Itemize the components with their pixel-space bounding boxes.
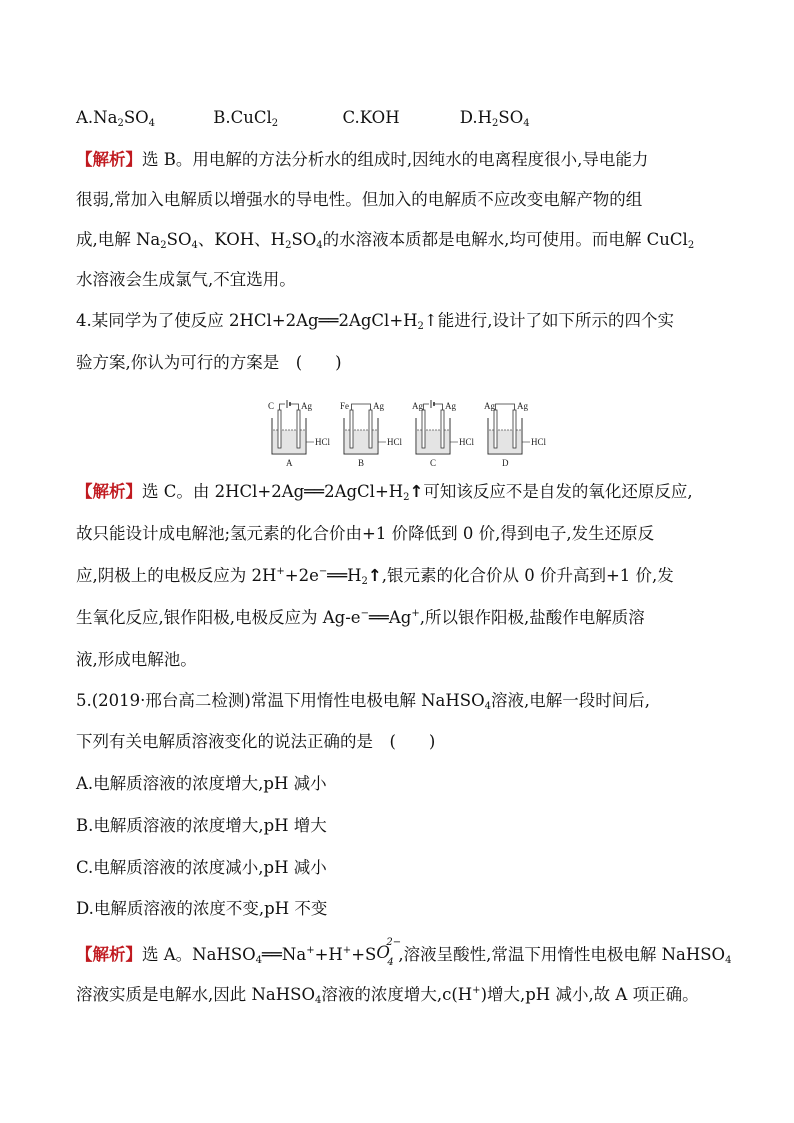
cell-a xyxy=(268,400,331,468)
left-electrode xyxy=(422,410,425,448)
q5-analysis-line-2: 溶液实质是电解水,因此 NaHSO$_4$溶液的浓度增大,c(H+)增大,pH 减小,故 A 项正确。 xyxy=(76,985,699,1006)
cell-b xyxy=(340,401,403,468)
q5-question-line-1: 5.(2019·邢台高二检测)常温下用惰性电极电解 NaHSO$_4$溶液,电解一段时间后, xyxy=(76,691,650,712)
q5-option-c: C.电解质溶液的浓度减小,pH 减小 xyxy=(76,858,327,877)
cell-letter: C xyxy=(430,458,437,468)
q5-option-a: A.电解质溶液的浓度增大,pH 减小 xyxy=(76,774,327,793)
q4-analysis-line-5: 液,形成电解池。 xyxy=(76,650,197,669)
right-electrode-label: Ag xyxy=(517,401,528,411)
q4-analysis-line-1: 【解析】选 C。由 $2HCl+2Ag══2AgCl+H_2↑$可知该反应不是自发的氧化还原反应, xyxy=(76,482,693,503)
right-electrode-label: Ag xyxy=(301,401,312,411)
q3-options xyxy=(76,107,530,129)
q3-option-d: $D.H_2SO_4$ xyxy=(459,108,530,129)
q3-analysis-line-3: 成,电解 $Na_2SO_4$、KOH、$H_2SO_4$的水溶液本质都是电解水,均可使用。而电解 CuCl$_2$ xyxy=(76,230,695,251)
wire xyxy=(352,404,371,410)
right-electrode-label: Ag xyxy=(445,401,456,411)
left-electrode xyxy=(494,410,497,448)
q4-analysis-line-4: 生氧化反应,银作阳极,电极反应为 Ag-e−══Ag+,所以银作阳极,盐酸作电解质溶 xyxy=(76,608,645,627)
q3-analysis-line-4: 水溶液会生成氯气,不宜选用。 xyxy=(76,270,296,289)
q5-option-d: D.电解质溶液的浓度不变,pH 不变 xyxy=(76,899,328,918)
cell-letter: A xyxy=(286,458,293,468)
q3-analysis-line-2: 很弱,常加入电解质以增强水的导电性。但加入的电解质不应改变电解产物的组 xyxy=(76,190,643,209)
right-electrode xyxy=(369,410,372,448)
wire xyxy=(496,404,515,410)
cell-letter: D xyxy=(502,458,509,468)
q3-option-b: B.CuCl$_2$ xyxy=(213,108,279,129)
q3-analysis-line-1: 【解析】选 B。用电解的方法分析水的组成时,因纯水的电离程度很小,导电能力 xyxy=(76,150,649,169)
q4-analysis-line-2: 故只能设计成电解池;氢元素的化合价由+1 价降低到 0 价,得到电子,发生还原反 xyxy=(76,524,655,543)
right-electrode xyxy=(297,410,300,448)
left-electrode-label: C xyxy=(268,401,275,411)
q5-option-b: B.电解质溶液的浓度增大,pH 增大 xyxy=(76,816,327,835)
q5-analysis-line-1: 【解析】选 A。NaHSO$_4$══Na++H++S O 4 2− ,溶液呈酸性,常温下用惰性电极电解 NaHSO$_4$ xyxy=(76,937,732,968)
cell-letter: B xyxy=(358,458,365,468)
q3-option-a: $A.Na_2SO_4$ xyxy=(76,108,156,129)
sulfate-ion: O 4 2− xyxy=(376,937,402,968)
left-electrode xyxy=(278,410,281,448)
analysis-tag: 【解析】 xyxy=(76,150,142,169)
left-electrode-label: Ag xyxy=(412,401,423,411)
right-electrode xyxy=(513,410,516,448)
left-electrode-label: Ag xyxy=(484,401,495,411)
q4-question-line-2: 验方案,你认为可行的方案是 ( ) xyxy=(76,353,342,372)
cell-d xyxy=(484,401,547,468)
cell-c xyxy=(412,400,475,468)
hcl-label: HCl xyxy=(387,437,403,447)
q4-apparatus-diagram xyxy=(258,396,548,470)
hcl-label: HCl xyxy=(315,437,331,447)
hcl-label: HCl xyxy=(531,437,547,447)
hcl-label: HCl xyxy=(459,437,475,447)
q4-question-line-1: 4.某同学为了使反应 $2HCl+2Ag══2AgCl+H_2↑$能进行,设计了如下所示的四个实 xyxy=(76,311,674,332)
q5-question-line-2: 下列有关电解质溶液变化的说法正确的是 ( ) xyxy=(76,732,436,751)
left-electrode xyxy=(350,410,353,448)
right-electrode-label: Ag xyxy=(373,401,384,411)
right-electrode xyxy=(441,410,444,448)
q4-analysis-line-3: 应,阴极上的电极反应为 $2H^++2e^-══H_2↑$,银元素的化合价从 0 价升高到+1 价,发 xyxy=(76,566,674,587)
q3-option-c: C.KOH xyxy=(342,108,400,127)
left-electrode-label: Fe xyxy=(340,401,349,411)
